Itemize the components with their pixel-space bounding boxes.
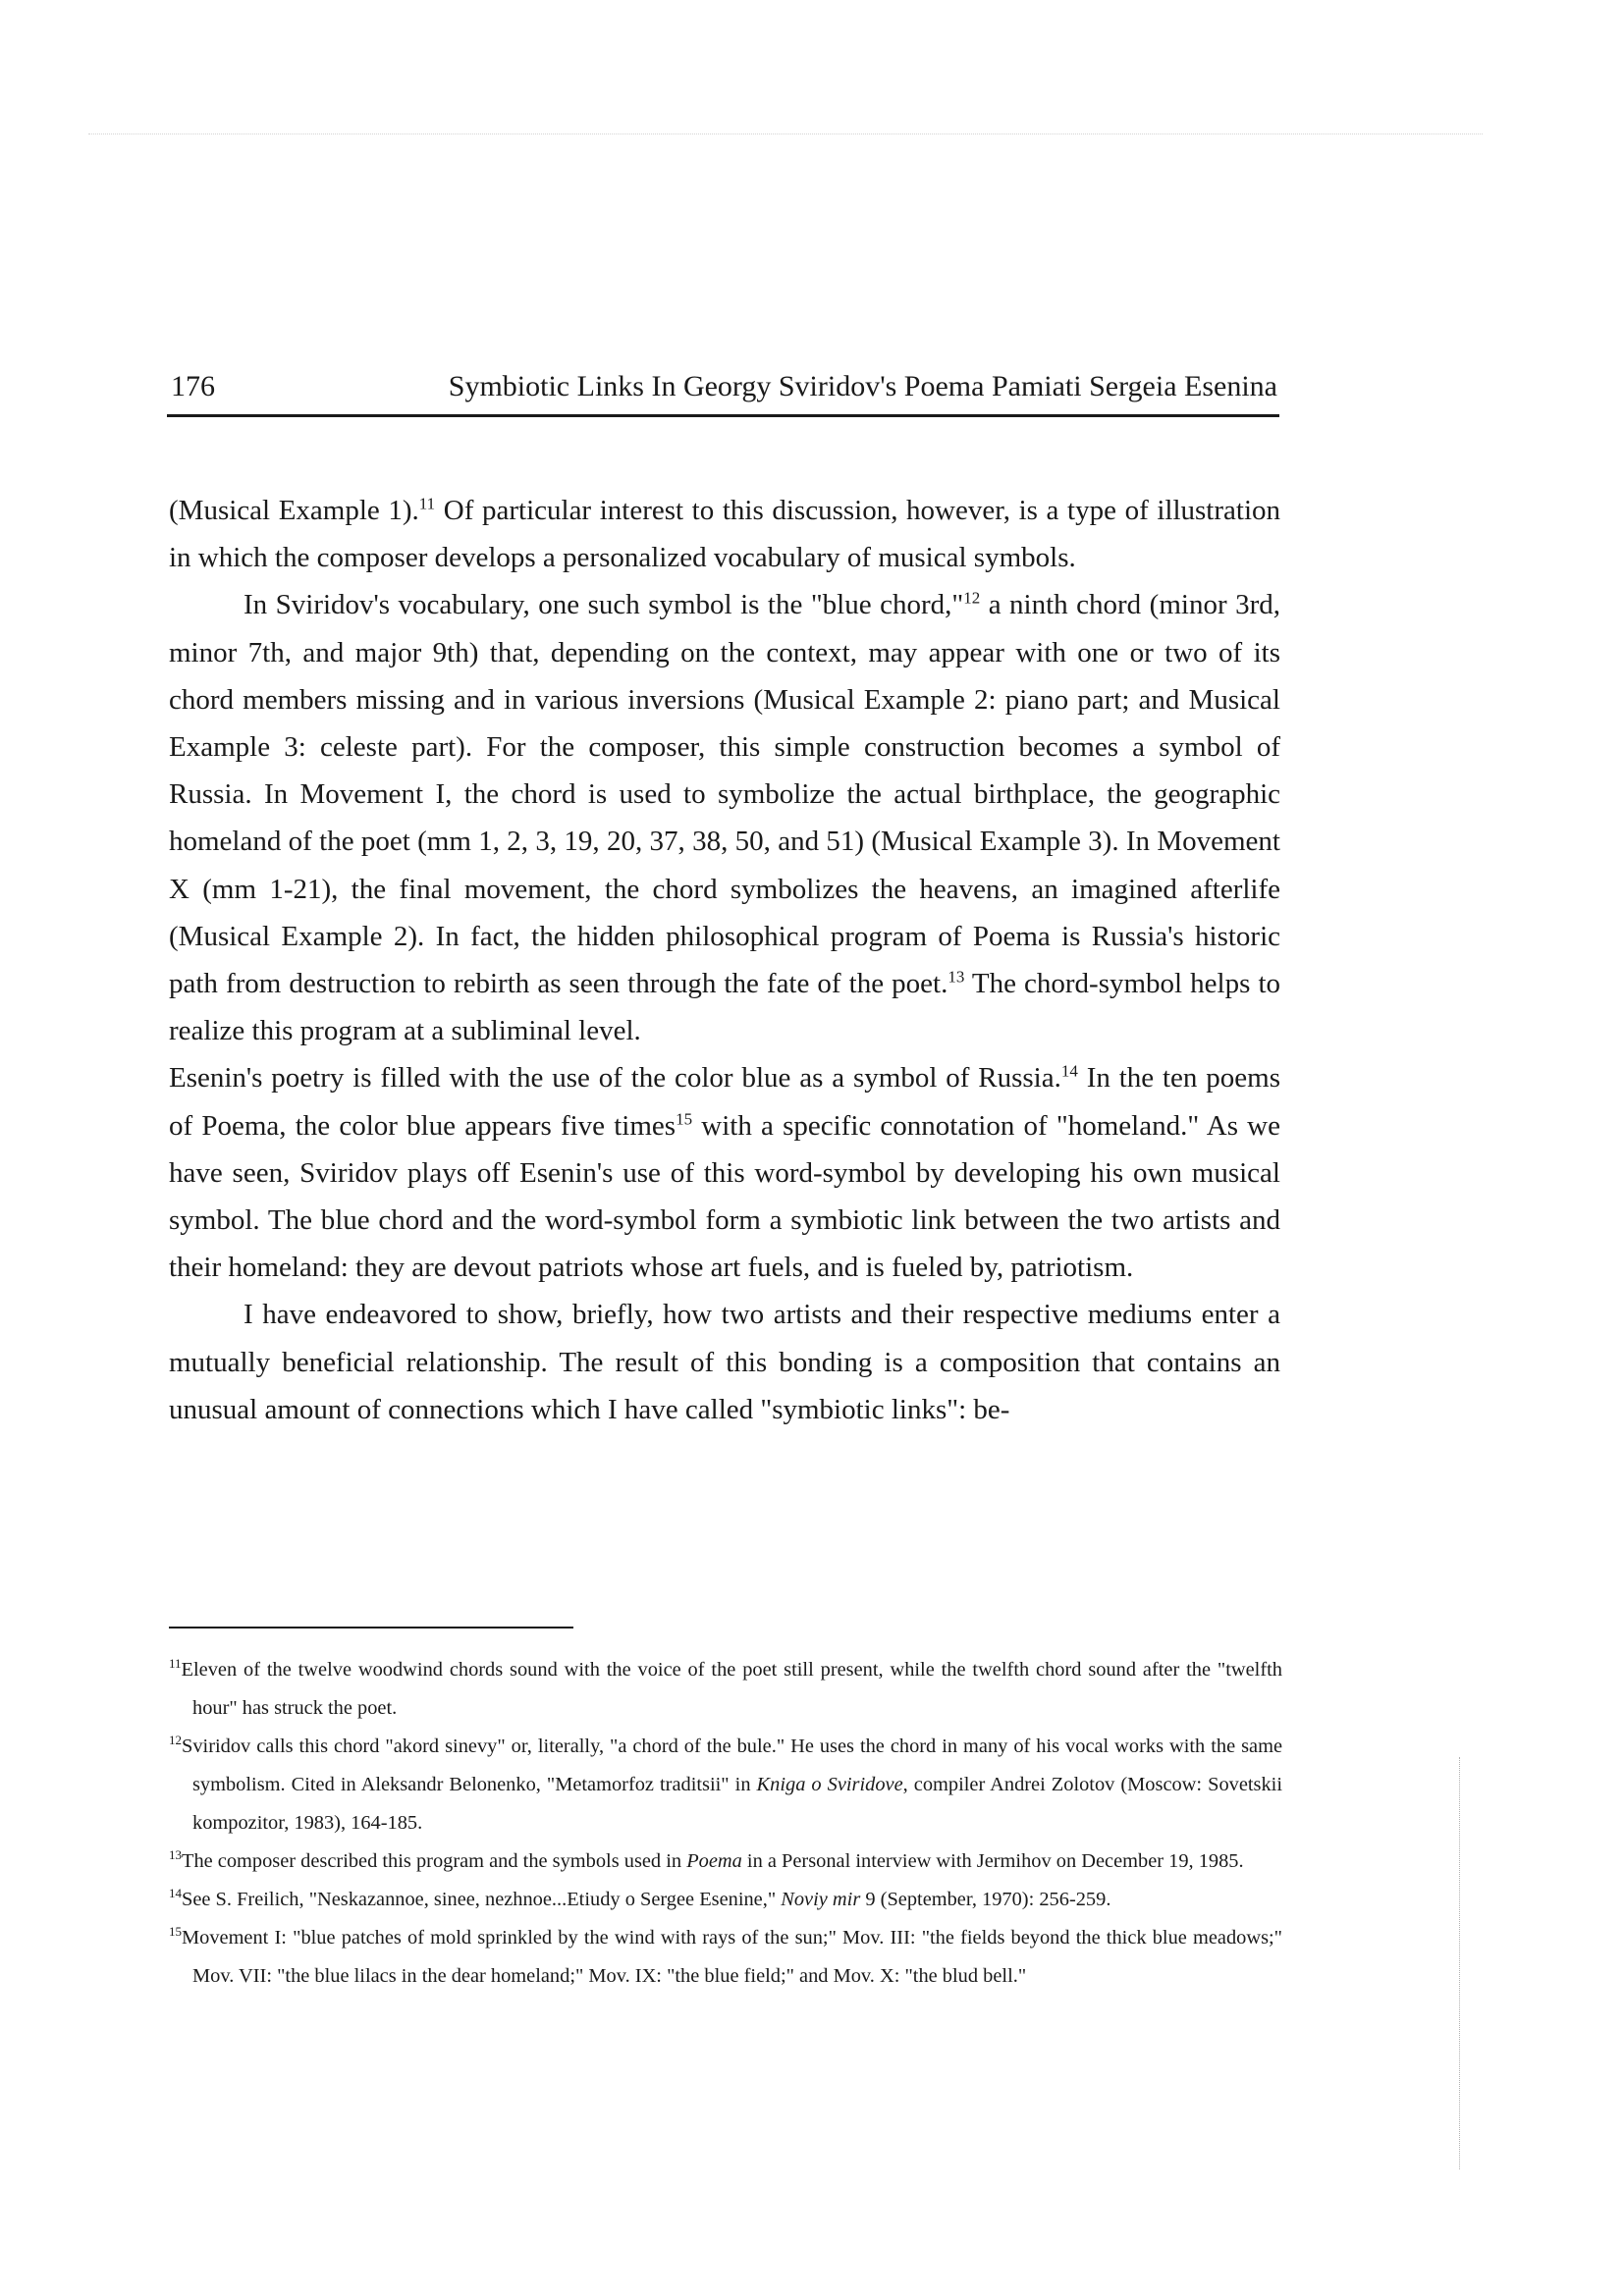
footnote-text: 9 (September, 1970): 256-259. [860, 1889, 1111, 1910]
footnote-number: 13 [169, 1847, 182, 1863]
text-run: In Sviridov's vocabulary, one such symbol is the "blue chord," [244, 589, 964, 621]
scan-edge-artifact [1459, 1757, 1460, 2169]
text-run: In the ten poems of Poema, the color blue appears five times [169, 1062, 1280, 1142]
footnote-text: , compiler Andrei Zolotov (Moscow: Sovetskii kompozitor, 1983), 164-185. [192, 1774, 1283, 1834]
footnote-ref-15: 15 [676, 1108, 693, 1128]
journal-title: Noviy mir [781, 1889, 861, 1910]
footnote-12 [169, 1728, 1282, 1842]
running-title: Symbiotic Links In Georgy Sviridov's Poema Pamiati Sergeia Esenina [448, 370, 1277, 402]
text-run: (Musical Example 1). [169, 495, 419, 526]
footnote-11 [169, 1651, 1282, 1728]
footnote-text: Sviridov calls this chord "akord sinevy" or, literally, "a chord of the bule." He uses the chord in many of his vocal works with the same symbolism. Cited in Aleksandr Belonenko, "Metamorfoz traditsii" in [182, 1735, 1282, 1795]
footnote-ref-14: 14 [1060, 1061, 1078, 1081]
footnotes [169, 1651, 1282, 1996]
footnote-15 [169, 1919, 1282, 1996]
text-run: a ninth chord (minor 3rd, minor 7th, and major 9th) that, depending on the context, may appear with one or two of its chord members missing and in various inversions (Musical Example 2: piano part; and Musical Example 3: celeste part). For the composer, this simple construction becomes a symbol of Russia. In Movement I, the chord is used to symbolize the actual birthplace, the geographic homeland of the poet (mm 1, 2, 3, 19, 20, 37, 38, 50, and 51) (Musical Example 3). In Movement X (mm 1-21), the final movement, the chord symbolizes the heavens, an imagined afterlife (Musical Example 2). In fact, the hidden philosophical program of Poema is Russia's historic path from destruction to rebirth as seen through the fate of the poet. [169, 589, 1280, 1000]
text-run: with a specific connotation of "homeland." As we have seen, Sviridov plays off Esenin's use of this word-symbol by developing his own musical symbol. The blue chord and the word-symbol form a symbiotic link between the two artists and their homeland: they are devout patriots whose art fuels, and is fueled by, patriotism. [169, 1109, 1280, 1284]
text-run: Esenin's poetry is filled with the use of the color blue as a symbol of Russia. [169, 1062, 1061, 1095]
footnote-text: Movement I: "blue patches of mold sprinkled by the wind with rays of the sun;" Mov. III: "the fields beyond the thick blue meadows;" Mov. VII: "the blue lilacs in the dear homeland;" Mov. IX: "the blue field;" and Mov. X: "the blud bell." [182, 1927, 1282, 1987]
paragraph-4 [169, 1291, 1280, 1433]
text-run: Of particular interest to this discussion, however, is a type of illustration in which the composer develops a personalized vocabulary of musical symbols. [169, 495, 1280, 574]
book-title: Kniga o Sviridove [756, 1774, 903, 1795]
footnote-number: 12 [169, 1733, 182, 1748]
scan-artifact [88, 133, 1483, 138]
footnote-number: 14 [169, 1886, 182, 1901]
footnote-13 [169, 1842, 1282, 1881]
work-title: Poema [686, 1850, 742, 1872]
footnote-divider [169, 1627, 573, 1629]
footnote-text: See S. Freilich, "Neskazannoe, sinee, nezhnoe...Etiudy o Sergee Esenine," [182, 1889, 782, 1910]
footnote-ref-11: 11 [418, 494, 436, 513]
footnote-ref-13: 13 [947, 967, 965, 987]
paragraph-3 [169, 1054, 1280, 1291]
paragraph-2 [169, 581, 1280, 1054]
body-text [169, 487, 1280, 1433]
footnote-text: in a Personal interview with Jermihov on December 19, 1985. [741, 1850, 1244, 1872]
footnote-ref-12: 12 [963, 588, 981, 608]
footnote-text: Eleven of the twelve woodwind chords sound with the voice of the poet still present, while the twelfth chord sound after the "twelfth hour" has struck the poet. [181, 1659, 1282, 1719]
paragraph-1 [169, 487, 1280, 581]
footnote-text: The composer described this program and the symbols used in [182, 1850, 687, 1872]
page-header [167, 367, 1279, 417]
text-run: The chord-symbol helps to realize this program at a subliminal level. [169, 968, 1280, 1047]
footnote-number: 15 [169, 1924, 182, 1940]
footnote-14 [169, 1881, 1282, 1919]
footnote-number: 11 [169, 1656, 182, 1672]
page-number: 176 [171, 370, 215, 402]
text-run: I have endeavored to show, briefly, how two artists and their respective mediums enter a mutually beneficial relationship. The result of this bonding is a composition that contains an unusual amount of connections which I have called "symbiotic links": be- [169, 1299, 1280, 1425]
